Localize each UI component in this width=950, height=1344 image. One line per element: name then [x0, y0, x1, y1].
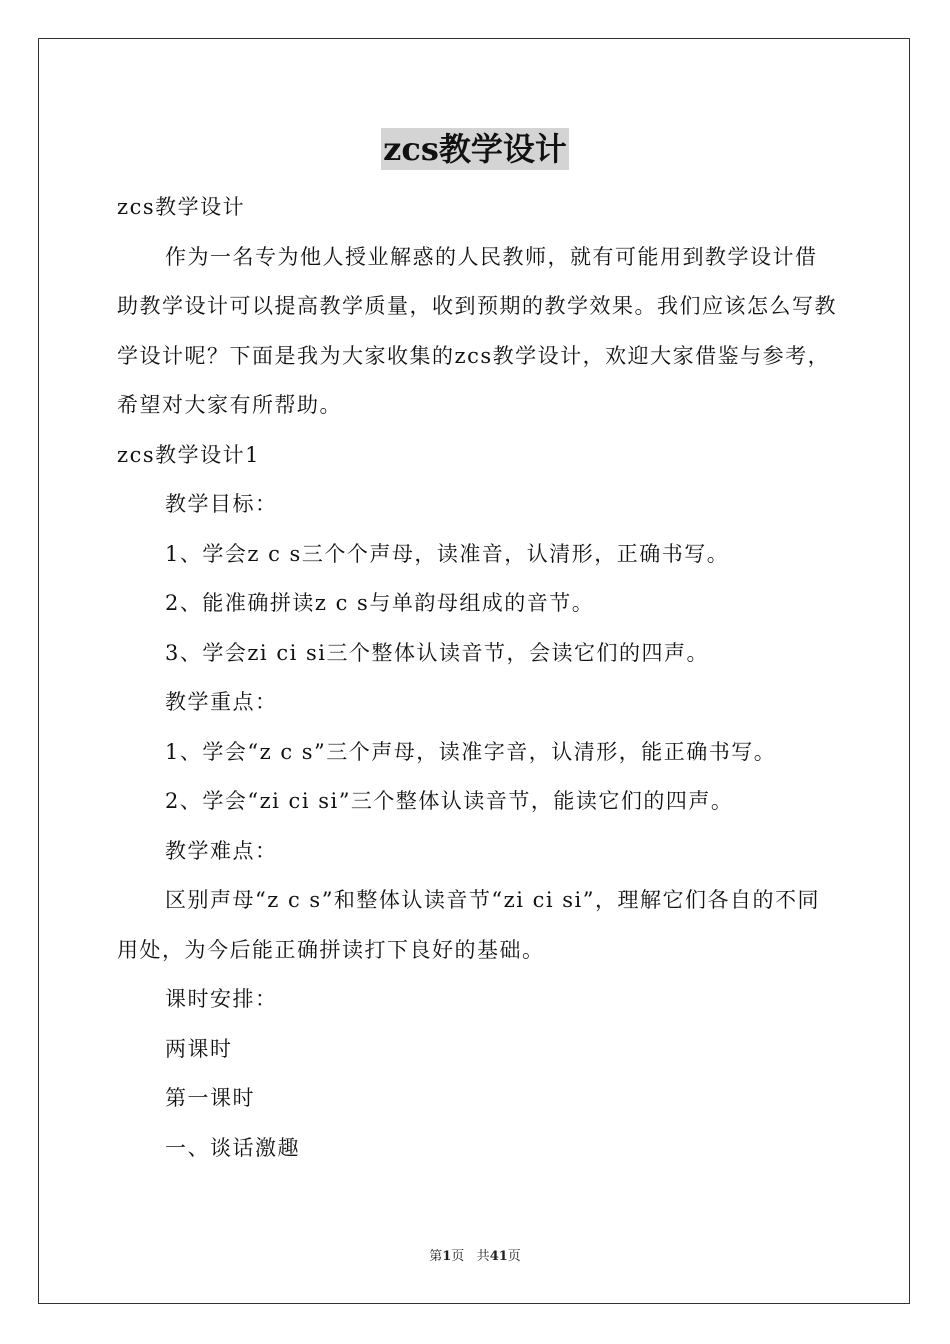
footer-page-prefix: 第	[429, 1249, 443, 1264]
paragraph: 课时安排：	[165, 987, 278, 1011]
paragraph: 3、学会zi ci si三个整体认读音节，会读它们的四声。	[165, 640, 709, 665]
paragraph: 2、能准确拼读z c s与单韵母组成的音节。	[165, 591, 595, 615]
paragraph: 一、谈话激趣	[165, 1135, 300, 1160]
paragraph: 1、学会z c s三个个声母，读准音，认清形，正确书写。	[165, 541, 730, 566]
paragraph: 2、学会“zi ci si”三个整体认读音节，能读它们的四声。	[165, 789, 734, 813]
footer-total-suffix: 页	[507, 1249, 521, 1264]
paragraph: 教学重点：	[165, 690, 278, 714]
footer-page-current: 1	[442, 1249, 452, 1264]
document-title: zcs教学设计	[383, 130, 567, 168]
paragraph: 1、学会“z c s”三个声母，读准字音，认清形，能正确书写。	[165, 739, 777, 764]
paragraph: 两课时	[165, 1036, 233, 1061]
footer-page-suffix: 页	[451, 1249, 465, 1264]
paragraph: 教学难点：	[165, 838, 278, 863]
footer-total-prefix: 共	[476, 1249, 490, 1264]
paragraph: 作为一名专为他人授业解惑的人民教师，就有可能用到教学设计借助教学设计可以提高教学质量，收到预期的教学效果。我们应该怎么写教学设计呢？下面是我为大家收集的zcs教学设计，欢迎大家借鉴与参考，希望对大家有所帮助。	[117, 244, 837, 417]
footer-page-total: 41	[489, 1249, 508, 1264]
paragraph: 教学目标：	[165, 492, 278, 516]
paragraph: 第一课时	[165, 1086, 255, 1110]
paragraph: zcs教学设计	[117, 195, 246, 219]
document-body	[117, 183, 839, 1173]
page-footer	[0, 1248, 950, 1266]
title-wrap	[0, 128, 950, 170]
paragraph: zcs教学设计1	[117, 442, 260, 467]
paragraph: 区别声母“z c s”和整体认读音节“zi ci si”，理解它们各自的不同用处，为今后能正确拼读打下良好的基础。	[117, 888, 820, 962]
